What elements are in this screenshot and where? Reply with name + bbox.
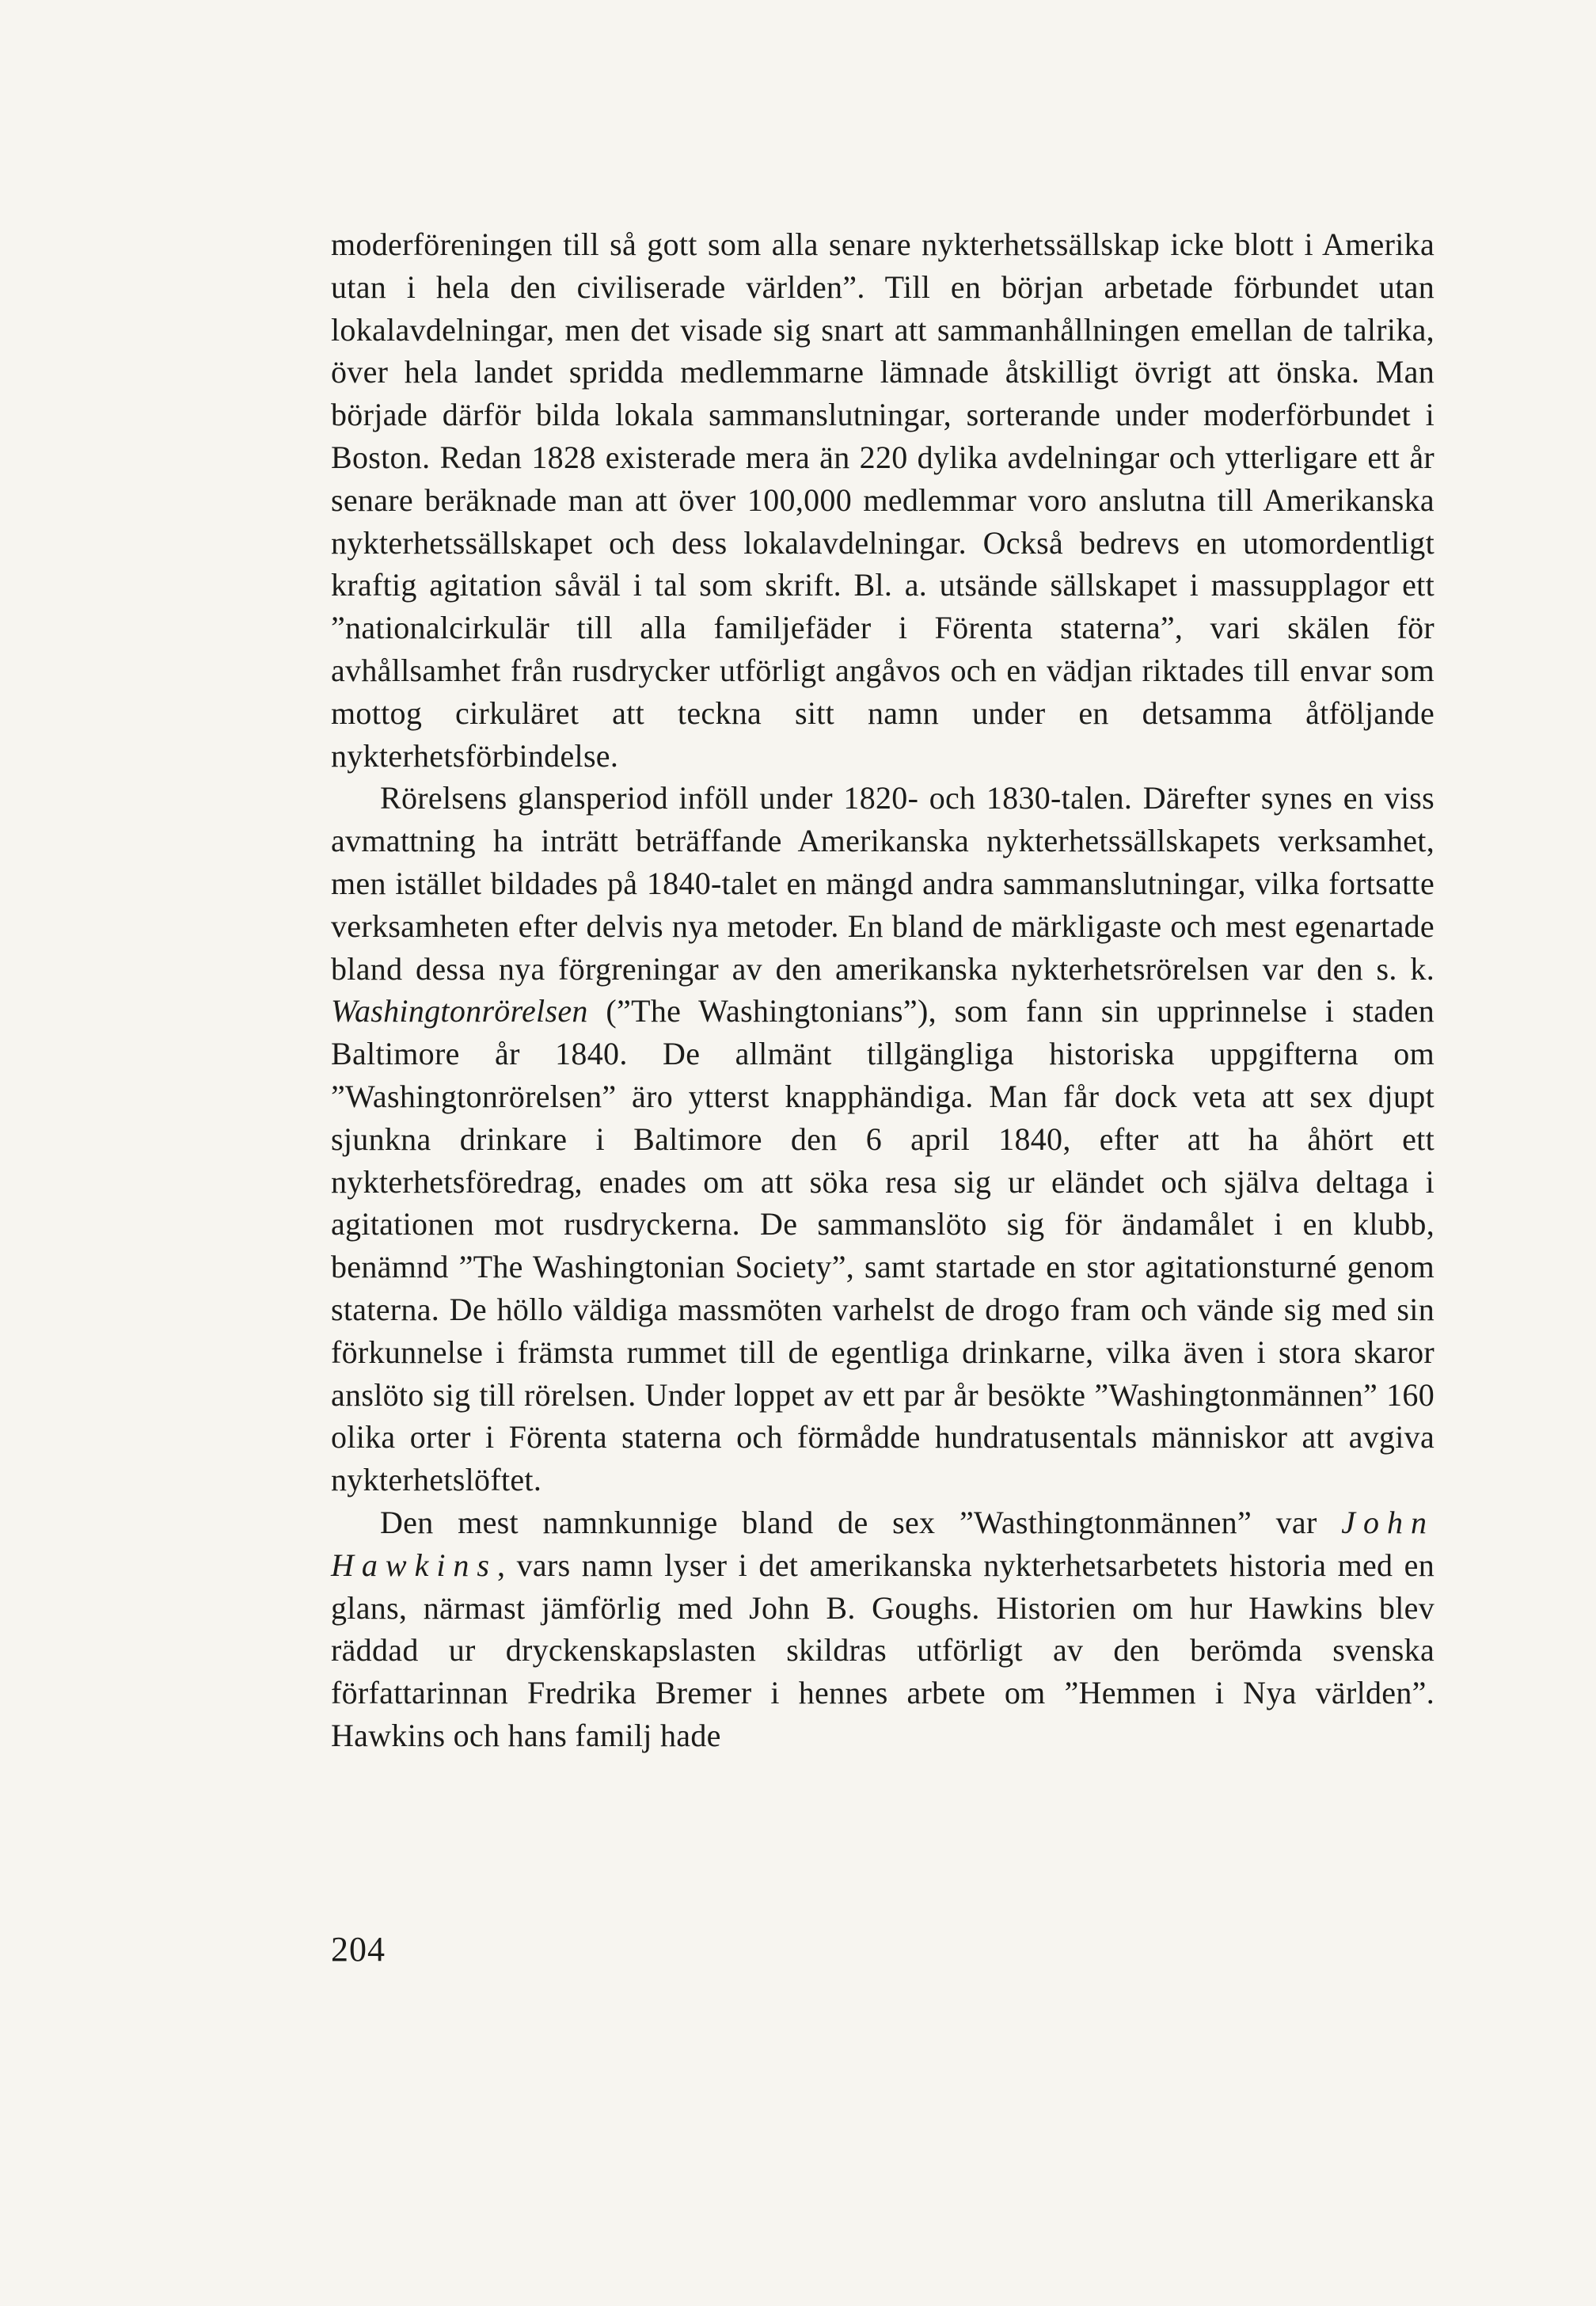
text-segment: , vars namn lyser i det amerikanska nykterhetsarbetets historia med en glans, närmast jämförlig med John B. Goughs. Historien om hur Hawkins blev räddad ur dryckenskapslasten skildras utförligt av den berömda svenska författarinnan Fredrika Bremer i hennes arbete om ”Hemmen i Nya världen”. Hawkins och hans familj hade: [331, 1547, 1434, 1753]
emphasized-text: John Hawkins: [331, 1504, 1434, 1583]
paragraph: [331, 223, 1434, 777]
text-segment: Rörelsens glansperiod inföll under 1820- och 1830-talen. Därefter synes en viss avmattning ha inträtt beträffande Amerikanska nykterhetssällskapets verksamhet, men istället bildades på 1840-talet en mängd andra sammanslutningar, vilka fortsatte verksamheten efter delvis nya metoder. En bland de märkligaste och mest egenartade bland dessa nya förgreningar av den amerikanska nykterhetsrörelsen var den s. k.: [331, 780, 1434, 987]
text-segment: Den mest namnkunnige bland de sex ”Wasthingtonmännen” var: [380, 1504, 1342, 1540]
emphasized-text: Washingtonrörelsen: [331, 993, 588, 1029]
page-number: 204: [331, 1930, 386, 1969]
body-text: [331, 223, 1434, 1757]
text-segment: moderföreningen till så gott som alla senare nykterhetssällskap icke blott i Amerika utan i hela den civiliserade världen”. Till en början arbetade förbundet utan lokalavdelningar, men det visade sig snart att sammanhållningen emellan de talrika, över hela landet spridda medlemmarne lämnade åtskilligt övrigt att önska. Man började därför bilda lokala sammanslutningar, sorterande under moderförbundet i Boston. Redan 1828 existerade mera än 220 dylika avdelningar och ytterligare ett år senare beräknade man att över 100,000 medlemmar voro anslutna till Amerikanska nykterhetssällskapet och dess lokalavdelningar. Också bedrevs en utomordentligt kraftig agitation såväl i tal som skrift. Bl. a. utsände sällskapet i massupplagor ett ”nationalcirkulär till alla familjefäder i Förenta staterna”, vari skälen för avhållsamhet från rusdrycker utförligt angåvos och en vädjan riktades till envar som mottog cirkuläret att teckna sitt namn under en detsamma åtföljande nykterhetsförbindelse.: [331, 226, 1434, 774]
paragraph: [331, 777, 1434, 1501]
paragraph: [331, 1501, 1434, 1757]
text-segment: (”The Washingtonians”), som fann sin upprinnelse i staden Baltimore år 1840. De allmänt tillgängliga historiska uppgifterna om ”Washingtonrörelsen” äro ytterst knapphändiga. Man får dock veta att sex djupt sjunkna drinkare i Baltimore den 6 april 1840, efter att ha åhört ett nykterhetsföredrag, enades om att söka resa sig ur eländet och själva deltaga i agitationen mot rusdryckerna. De sammanslöto sig för ändamålet i en klubb, benämnd ”The Washingtonian Society”, samt startade en stor agitationsturné genom staterna. De höllo väldiga massmöten varhelst de drogo fram och vände sig med sin förkunnelse i främsta rummet till de egentliga drinkarne, vilka även i stora skaror anslöto sig till rörelsen. Under loppet av ett par år besökte ”Washingtonmännen” 160 olika orter i Förenta staterna och förmådde hundratusentals människor att avgiva nykterhetslöftet.: [331, 993, 1434, 1498]
